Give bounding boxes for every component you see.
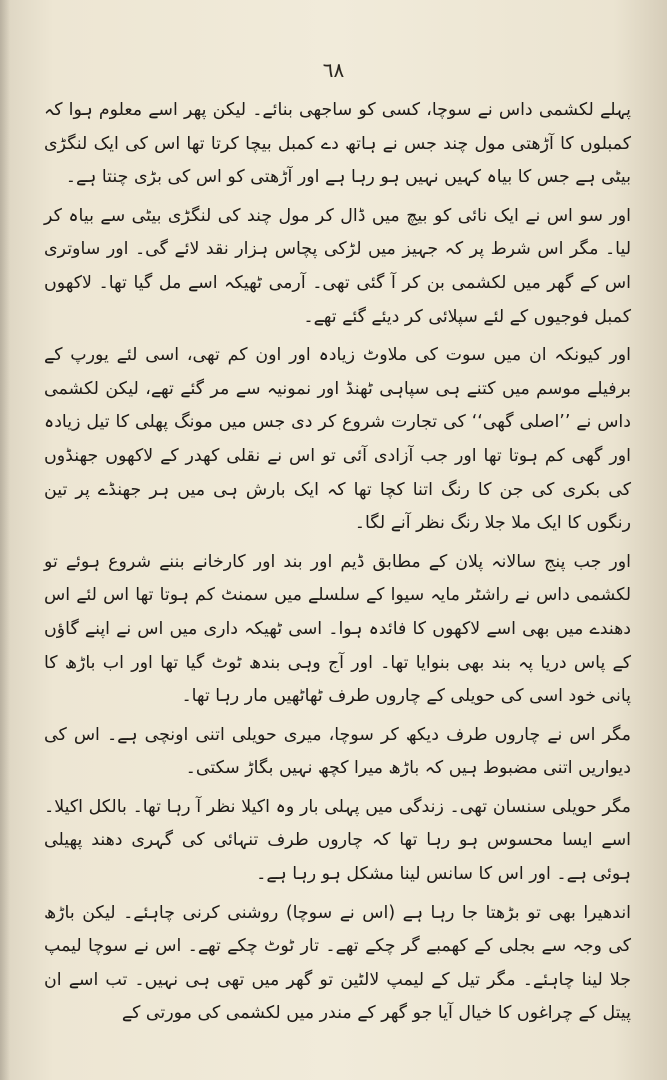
paragraph: مگر اس نے چاروں طرف دیکھ کر سوچا، میری حویلی اتنی اونچی ہے۔ اس کی دیواریں اتنی مضبوط ہیں کہ باڑھ میرا کچھ نہیں بگاڑ سکتی۔	[44, 724, 631, 779]
paragraph: اور کیونکہ ان میں سوت کی ملاوٹ زیادہ اور اون کم تھی، اسی لئے یورپ کے برفیلے موسم میں کتنے ہی سپاہی ٹھنڈ اور نمونیہ سے مر گئے تھے، لیکن لکشمی داس نے ’’اصلی گھی‘‘ کی تجارت شروع کر دی جس میں مونگ پھلی کا تیل زیادہ اور گھی کم ہوتا تھا اور جب آزادی آئی تو اس نے نقلی کھدر کے لاکھوں جھنڈوں کی بکری کی جن کا رنگ اتنا کچا تھا کہ ایک بارش ہی میں ہر جھنڈے پر تین رنگوں کا ایک ملا جلا رنگ نظر آنے لگا۔	[44, 345, 631, 534]
body-text	[44, 94, 631, 1036]
paragraph: پہلے لکشمی داس نے سوچا، کسی کو ساجھی بنائے۔ لیکن پھر اسے معلوم ہوا کہ کمبلوں کا آڑھتی مول چند جس نے ہاتھ دے کمبل بیچا کرتا تھا اس کی ایک لنگڑی بیٹی ہے جس کا بیاہ کہیں نہیں ہو رہا ہے اور آڑھتی کو اس کی بڑی چنتا ہے۔	[44, 100, 631, 188]
page-number: ٦٨	[322, 58, 345, 82]
paragraph: اور سو اس نے ایک نائی کو بیچ میں ڈال کر مول چند کی لنگڑی بیٹی سے بیاہ کر لیا۔ مگر اس شرط پر کہ جہیز میں لڑکی پچاس ہزار نقد لائے گی۔ اور ساوتری اس کے گھر میں لکشمی بن کر آ گئی تھی۔ آرمی ٹھیکہ اسے مل گیا تھا۔ لاکھوں کمبل فوجیوں کے لئے سپلائی کر دیئے گئے تھے۔	[44, 205, 631, 327]
paragraph: اور جب پنج سالانہ پلان کے مطابق ڈیم اور بند اور کارخانے بننے شروع ہوئے تو لکشمی داس نے راشٹر مایہ سیوا کے سلسلے میں سمنٹ کم ہوتا تھا اس لئے اس دھندے میں بھی اسے لاکھوں کا فائدہ ہوا۔ اسی ٹھیکہ داری میں اس نے اپنے گاؤں کے پاس دریا پہ بند بھی بنوایا تھا۔ اور آج وہی بندھ ٹوٹ گیا تھا اور اب باڑھ کا پانی خود اسی کی حویلی کے چاروں طرف ٹھاٹھیں مار رہا تھا۔	[44, 551, 631, 707]
paragraph: اندھیرا بھی تو بڑھتا جا رہا ہے (اس نے سوچا) روشنی کرنی چاہئے۔ لیکن باڑھ کی وجہ سے بجلی کے کھمبے گر چکے تھے۔ تار ٹوٹ چکے تھے۔ اس نے سوچا لیمپ جلا لینا چاہئے۔ مگر تیل کے لیمپ لالٹین تو گھر میں تھی ہی نہیں۔ تب اسے ان پیتل کے چراغوں کا خیال آیا جو گھر کے مندر میں لکشمی کی مورتی کے	[44, 902, 631, 1024]
paragraph: مگر حویلی سنسان تھی۔ زندگی میں پہلی بار وہ اکیلا نظر آ رہا تھا۔ بالکل اکیلا۔ اسے ایسا محسوس ہو رہا تھا کہ چاروں طرف تنہائی کی گہری دھند پھیلی ہوئی ہے۔ اور اس کا سانس لینا مشکل ہو رہا ہے۔	[44, 796, 631, 885]
